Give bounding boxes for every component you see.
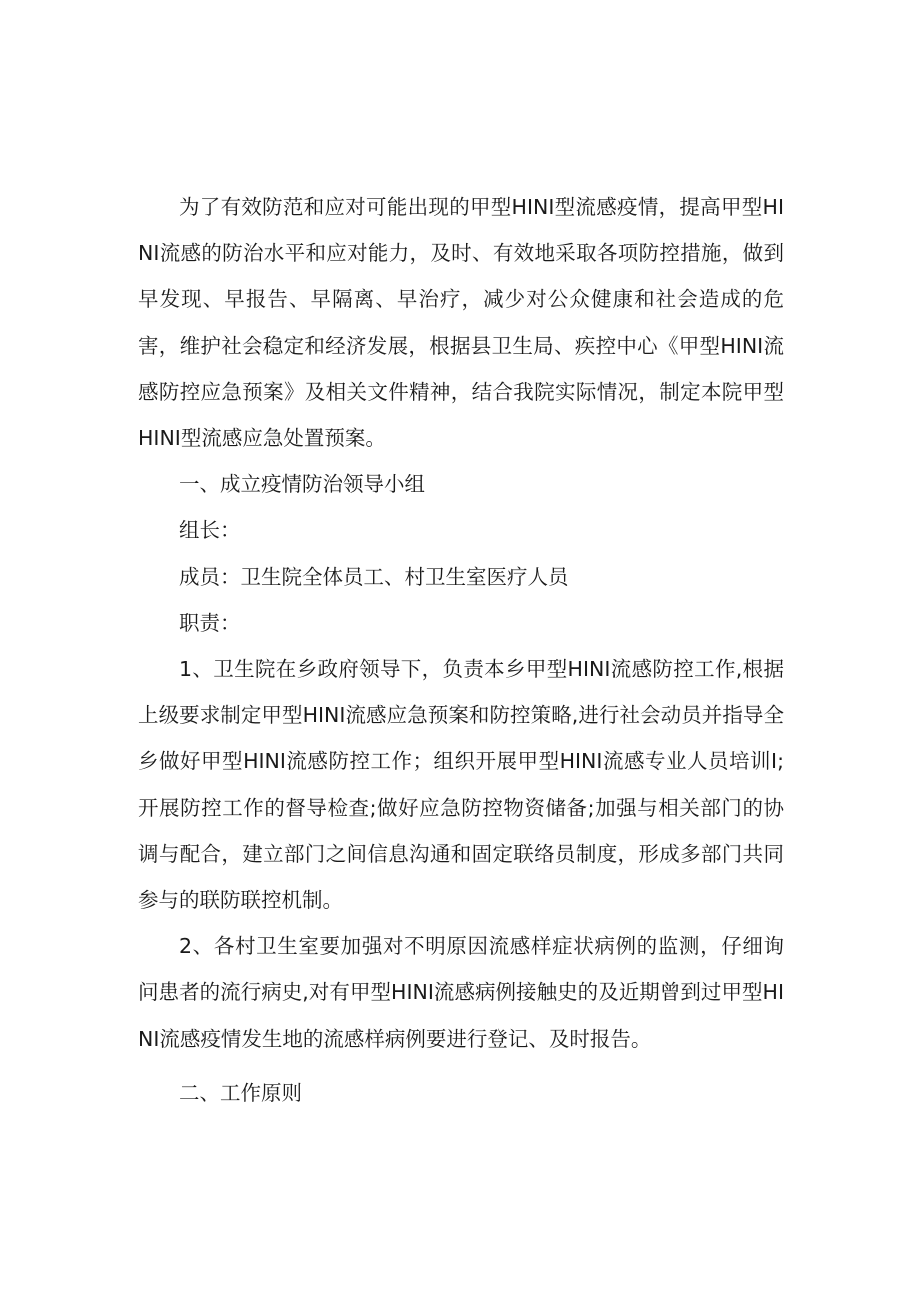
- section-1-heading: 一、成立疫情防治领导小组: [179, 472, 425, 497]
- members-line: 成员：卫生院全体员工、村卫生室医疗人员: [179, 564, 569, 589]
- spacer: [138, 1062, 784, 1070]
- duty-item-1: 1、卫生院在乡政府领导下，负责本乡甲型HINI流感防控工作,根据上级要求制定甲型HINI流感应急预案和防控策略,进行社会动员并指导全乡做好甲型HINI流感防控工作；组织开展甲型HINI流感专业人员培训I;开展防控工作的督导检查;做好应急防控物资储备;加强与相关部门的协调与配合，建立部门之间信息沟通和固定联络员制度，形成多部门共同参与的联防联控机制。: [138, 657, 784, 913]
- duties-label: 职责：: [179, 610, 241, 635]
- intro-paragraph: 为了有效防范和应对可能出现的甲型HINI型流感疫情，提高甲型HINI流感的防治水平和应对能力，及时、有效地采取各项防控措施，做到早发现、早报告、早隔离、早治疗，减少对公众健康和社会造成的危害，维护社会稳定和经济发展，根据县卫生局、疾控中心《甲型HINI流感防控应急预案》及相关文件精神，结合我院实际情况，制定本院甲型HINI型流感应急处置预案。: [138, 195, 784, 451]
- leader-label: 组长：: [179, 518, 241, 543]
- document-body: [138, 184, 784, 1116]
- duty-item-2: 2、各村卫生室要加强对不明原因流感样症状病例的监测，仔细询问患者的流行病史,对有甲型HINI流感病例接触史的及近期曾到过甲型HINI流感疫情发生地的流感样病例要进行登记、及时报告。: [138, 934, 784, 1051]
- section-2-heading: 二、工作原则: [179, 1080, 302, 1105]
